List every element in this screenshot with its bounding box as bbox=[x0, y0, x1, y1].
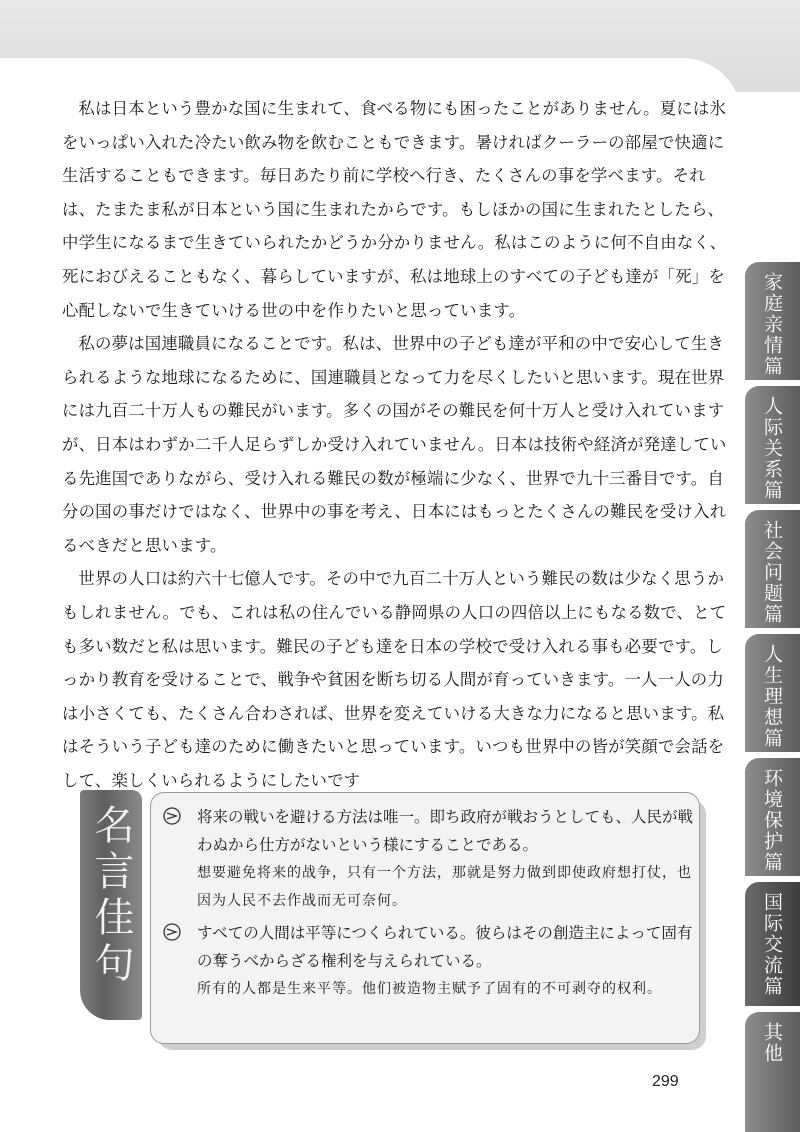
famous-quotes-section bbox=[80, 790, 710, 1060]
essay-paragraph: 私は日本という豊かな国に生まれて、食べる物にも困ったことがありません。夏には氷をいっぱい入れた冷たい飲み物を飲むこともできます。暑ければクーラーの部屋で快適に生活することもできます。毎日あたり前に学校へ行き、たくさんの事を学べます。それは、たまたま私が日本という国に生まれたからです。もしほかの国に生まれたとしたら、中学生になるまで生きていられたかどうか分かりません。私はこのように何不自由なく、死におびえることもなく、暮らしていますが、私は地球上のすべての子ども達が「死」を心配しないで生きていける世の中を作りたいと思っています。 bbox=[62, 99, 727, 320]
quote-item bbox=[163, 803, 693, 915]
quotes-stamp-label: 名言佳句 bbox=[88, 804, 134, 988]
essay-body bbox=[62, 92, 728, 797]
quote-chinese: 想要避免将来的战争，只有一个方法，那就是努力做到即使政府想打仗，也因为人民不去作战而无可奈何。 bbox=[197, 865, 692, 909]
essay-paragraph: 私の夢は国連職員になることです。私は、世界中の子ども達が平和の中で安心して生きられるような地球になるために、国連職員となって力を尽くしたいと思います。現在世界には九百二十万人もの難民がいます。多くの国がその難民を何十万人と受け入れていますが、日本はわずか二千人足らずしか受け入れていません。日本は技術や経済が発達している先進国でありながら、受け入れる難民の数が極端に少なく、世界で九十三番目です。自分の国の事だけではなく、世界中の事を考え、日本にはもっとたくさんの難民を受け入れるべきだと思います。 bbox=[62, 334, 727, 555]
side-tab-label: 其他 bbox=[761, 1022, 783, 1064]
side-tab-label: 环境保护篇 bbox=[761, 768, 783, 873]
page-number: 299 bbox=[652, 1073, 679, 1090]
arrow-bullet-icon bbox=[163, 807, 181, 825]
side-tab-label: 人生理想篇 bbox=[761, 644, 783, 749]
side-tab-label: 国际交流篇 bbox=[761, 892, 783, 997]
side-tab-environment[interactable] bbox=[745, 758, 800, 876]
quote-item bbox=[163, 919, 693, 1003]
quote-japanese: 将来の戦いを避ける方法は唯一。即ち政府が戦おうとしても、人民が戦わぬから仕方がないという様にすることである。 bbox=[197, 808, 694, 854]
side-tab-international[interactable] bbox=[745, 882, 800, 1006]
side-tab-family[interactable] bbox=[745, 262, 800, 380]
quotes-stamp bbox=[80, 790, 142, 1020]
side-tab-relationships[interactable] bbox=[745, 386, 800, 504]
side-tab-social-issues[interactable] bbox=[745, 510, 800, 628]
side-tab-life-ideals[interactable] bbox=[745, 634, 800, 752]
side-tab-label: 社会问题篇 bbox=[761, 520, 783, 625]
quote-box bbox=[150, 792, 700, 1044]
side-tab-other[interactable] bbox=[745, 1012, 800, 1132]
side-tab-label: 家庭亲情篇 bbox=[761, 272, 783, 377]
essay-paragraph: 世界の人口は約六十七億人です。その中で九百二十万人という難民の数は少なく思うかもしれません。でも、これは私の住んでいる静岡県の人口の四倍以上にもなる数で、とても多い数だと私は思います。難民の子ども達を日本の学校で受け入れる事も必要です。しっかり教育を受けることで、戦争や貧困を断ち切る人間が育っていきます。一人一人の力は小さくても、たくさん合わされば、世界を変えていける大きな力になると思います。私はそういう子ども達のために働きたいと思っています。いつも世界中の皆が笑顔で会話をして、楽しくいられるようにしたいです bbox=[62, 569, 727, 790]
arrow-bullet-icon bbox=[163, 923, 181, 941]
side-tab-label: 人际关系篇 bbox=[761, 396, 783, 501]
quote-chinese: 所有的人都是生来平等。他们被造物主赋予了固有的不可剥夺的权利。 bbox=[197, 981, 662, 997]
quote-japanese: すべての人間は平等につくられている。彼らはその創造主によって固有の奪うべからざる権利を与えられている。 bbox=[197, 924, 693, 970]
